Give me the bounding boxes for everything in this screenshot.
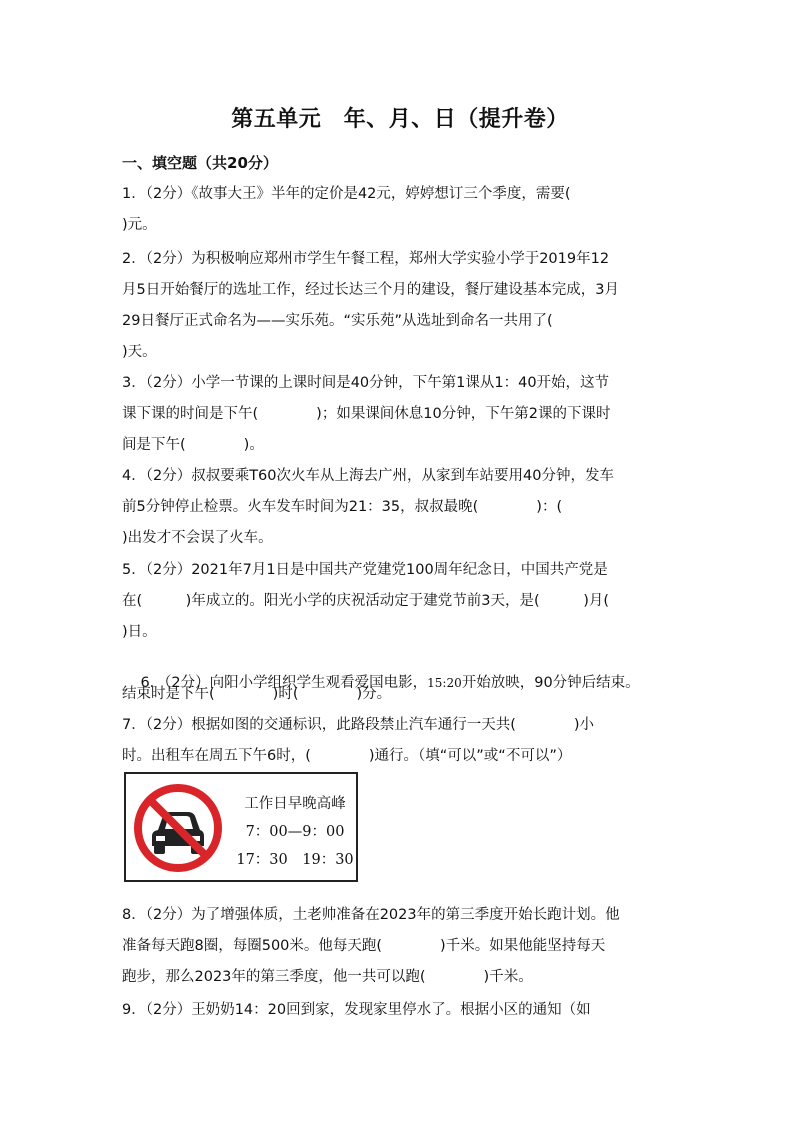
q4-line-1: 4．（2分）叔叔要乘T60次火车从上海去广州，从家到车站要用40分钟，发车 [122,468,614,484]
q6-text-after: 开始放映，90分钟后结束。 [461,675,640,691]
q2-line-3: 29日餐厅正式命名为——实乐苑。“实乐苑”从选址到命名一共用了( [122,313,553,329]
page-title: 第五单元 年、月、日（提升卷） [231,107,569,132]
q8-line-1: 8．（2分）为了增强体质，土老帅准备在2023年的第三季度开始长跑计划。他 [122,907,620,923]
traffic-sign-figure [124,772,358,882]
q8-line-2: 准备每天跑8圈，每圈500米。他每天跑( )千米。如果他能坚持每天 [122,938,606,954]
q2-line-2: 月5日开始餐厅的选址工作，经过长达三个月的建设，餐厅建设基本完成，3月 [122,282,619,298]
q7-line-2: 时。出租车在周五下午6时，( )通行。（填“可以”或“不可以”） [122,748,572,764]
q3-line-1: 3．（2分）小学一节课的上课时间是40分钟，下午第1课从1：40开始，这节 [122,375,610,391]
q6-text-before: 6．（2分）向阳小学组织学生观看爱国电影， [140,675,428,691]
q3-line-3: 间是下午( )。 [122,437,264,453]
q8-line-3: 跑步，那么2023年的第三季度，他一共可以跑( )千米。 [122,969,533,985]
q2-line-1: 2．（2分）为积极响应郑州市学生午餐工程，郑州大学实验小学于2019年12 [122,251,610,267]
sign-heading: 工作日早晚高峰 [244,796,346,812]
q4-line-3: )出发才不会误了火车。 [122,530,273,546]
q3-line-2: 课下课的时间是下午( )；如果课间休息10分钟，下午第2课的下课时 [122,406,611,422]
q7-line-1: 7．（2分）根据如图的交通标识，此路段禁止汽车通行一天共( )小 [122,717,595,733]
q1-line-2: )元。 [122,217,157,233]
q1-line-1: 1．（2分）《故事大王》半年的定价是42元，婷婷想订三个季度，需要( [122,186,571,202]
q6-time-image: 15:20 [427,676,462,690]
q5-line-1: 5．（2分）2021年7月1日是中国共产党建党100周年纪念日，中国共产党是 [122,562,608,578]
sign-evening-hours: 17：30 19：30 [236,852,354,868]
q2-line-4: )天。 [122,344,157,360]
q6-line-1 [122,653,640,713]
q5-line-3: )日。 [122,624,157,640]
q6-line-2: 结束时是下午( )时( )分。 [122,686,392,702]
no-car-icon [130,780,226,876]
q9-line-1: 9．（2分）王奶奶14：20回到家，发现家里停水了。根据小区的通知（如 [122,1002,591,1018]
section-heading: 一、填空题（共20分） [122,154,278,172]
sign-morning-hours: 7：00—9：00 [245,824,345,840]
q4-line-2: 前5分钟停止检票。火车发车时间为21：35，叔叔最晚( )：( [122,499,563,515]
q5-line-2: 在( )年成立的。阳光小学的庆祝活动定于建党节前3天，是( )月( [122,593,610,609]
